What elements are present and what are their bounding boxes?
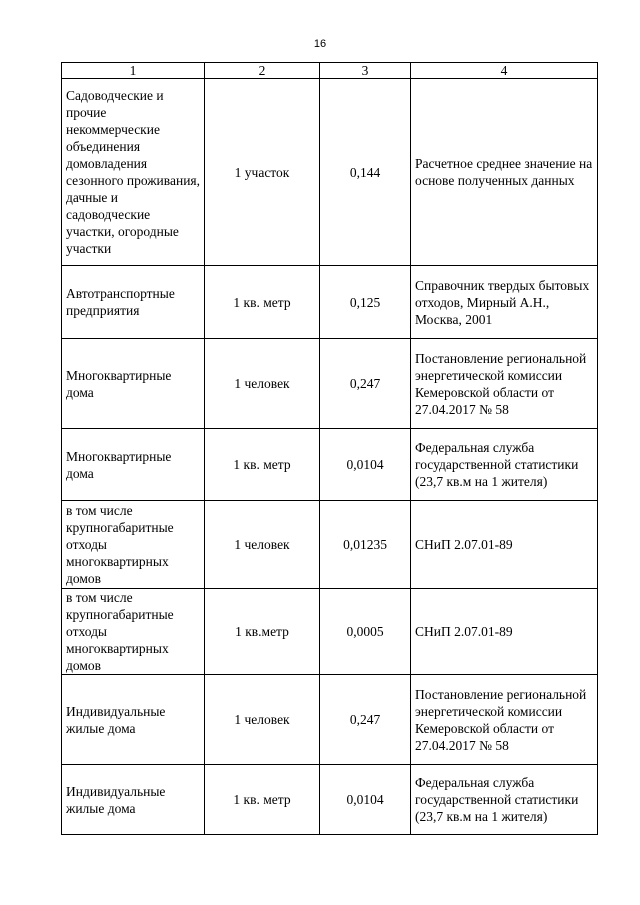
source-cell: Многоквартирные дома <box>62 429 205 501</box>
basis-cell: Справочник твердых бытовых отходов, Мирный А.Н., Москва, 2001 <box>411 266 598 339</box>
source-cell: Автотранспортные предприятия <box>62 266 205 339</box>
basis-cell: Постановление региональной энергетической комиссии Кемеровской области от 27.04.2017 № 58 <box>411 675 598 765</box>
value-cell: 0,247 <box>320 675 411 765</box>
source-cell: Индивидуальные жилые дома <box>62 765 205 835</box>
value-cell: 0,0104 <box>320 765 411 835</box>
value-cell: 0,01235 <box>320 501 411 589</box>
table-row <box>62 79 598 266</box>
source-cell: Многоквартирные дома <box>62 339 205 429</box>
source-cell: Индивидуальные жилые дома <box>62 675 205 765</box>
value-cell: 0,247 <box>320 339 411 429</box>
page-number: 16 <box>313 38 327 50</box>
basis-cell: Федеральная служба государственной статистики (23,7 кв.м на 1 жителя) <box>411 765 598 835</box>
unit-cell: 1 человек <box>205 339 320 429</box>
value-cell: 0,144 <box>320 79 411 266</box>
table-row <box>62 266 598 339</box>
table-header-row <box>62 63 598 79</box>
basis-cell: СНиП 2.07.01-89 <box>411 589 598 675</box>
value-cell: 0,0104 <box>320 429 411 501</box>
basis-cell: Расчетное среднее значение на основе полученных данных <box>411 79 598 266</box>
column-header-3: 3 <box>320 63 411 79</box>
table-row <box>62 429 598 501</box>
table-row <box>62 589 598 675</box>
table-row <box>62 765 598 835</box>
unit-cell: 1 кв. метр <box>205 266 320 339</box>
table-row <box>62 339 598 429</box>
source-cell: Садоводческие и прочие некоммерческие объединения домовладения сезонного проживания, дачные и садоводческие участки, огородные участки <box>62 79 205 266</box>
column-header-1: 1 <box>62 63 205 79</box>
source-cell: в том числе крупногабаритные отходы многоквартирных домов <box>62 501 205 589</box>
column-header-4: 4 <box>411 63 598 79</box>
basis-cell: СНиП 2.07.01-89 <box>411 501 598 589</box>
unit-cell: 1 человек <box>205 675 320 765</box>
unit-cell: 1 кв. метр <box>205 765 320 835</box>
unit-cell: 1 человек <box>205 501 320 589</box>
basis-cell: Федеральная служба государственной статистики (23,7 кв.м на 1 жителя) <box>411 429 598 501</box>
value-cell: 0,125 <box>320 266 411 339</box>
unit-cell: 1 кв. метр <box>205 429 320 501</box>
unit-cell: 1 участок <box>205 79 320 266</box>
unit-cell: 1 кв.метр <box>205 589 320 675</box>
column-header-2: 2 <box>205 63 320 79</box>
table-row <box>62 675 598 765</box>
source-cell: в том числе крупногабаритные отходы многоквартирных домов <box>62 589 205 675</box>
value-cell: 0,0005 <box>320 589 411 675</box>
table-row <box>62 501 598 589</box>
norms-table <box>61 62 598 835</box>
basis-cell: Постановление региональной энергетической комиссии Кемеровской области от 27.04.2017 № 58 <box>411 339 598 429</box>
